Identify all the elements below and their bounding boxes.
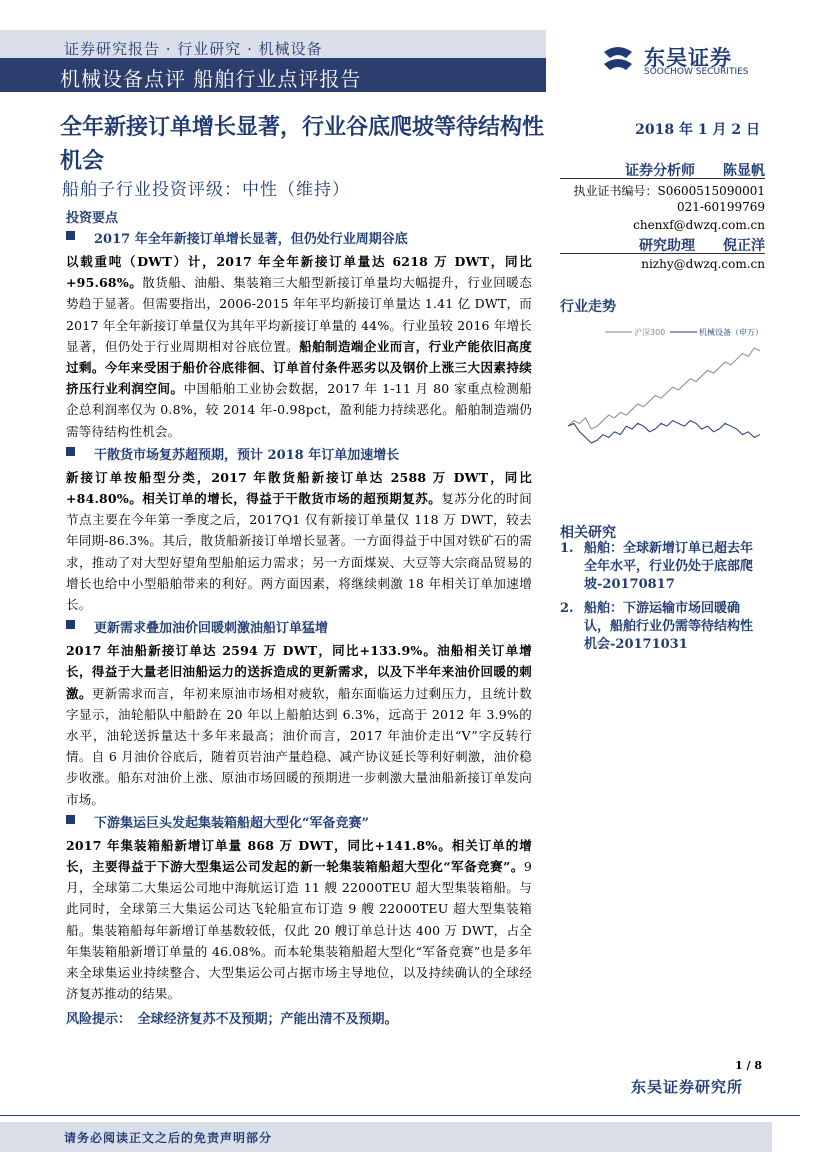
related-item-text: 船舶：下游运输市场回暖确认，船舶行业仍需等待结构性机会-20171031: [584, 601, 754, 652]
related-item[interactable]: [560, 600, 765, 654]
series-line-1: [568, 348, 760, 429]
section-title: 投资要点: [66, 211, 119, 226]
paragraph: 2017 年油船新接订单达 2594 万 DWT，同比+133.9%。油船相关订单增长，得益于大量老旧油船运力的送拆造成的更新需求，以及下半年来油价回暖的刺激。更新需求而言，年初来原油市场相对疲软，船东面临运力过剩压力，且统计数字显示，油轮船队中船龄在 20 年以上船舶达到 6.3%，远高于 2012 年 3.9%的水平，油轮送拆量达十多年来最高；油价而言，2017 年油价走出“V”字反转行情。自 6 月油价谷底后，随着页岩油产量趋稳、减产协议延长等利好刺激，油价稳步收涨。船东对油价上涨、原油市场回暖的预期进一步刺激大量油船新接订单发向市场。: [66, 643, 532, 807]
investment-rating: 船舶子行业投资评级：中性（维持）: [62, 180, 350, 200]
bullet-heading: 下游集运巨头发起集装箱船超大型化“军备竞赛”: [66, 812, 532, 831]
series-line-2: [568, 421, 760, 443]
page-number: 1 / 8: [735, 1059, 762, 1072]
analyst-email[interactable]: chenxf@dwzq.com.cn: [633, 218, 765, 232]
related-item-number: 2.: [560, 601, 574, 616]
report-type-banner: 机械设备点评 船舶行业点评报告: [0, 58, 546, 92]
logo-mark-icon: [600, 42, 636, 78]
report-date: 2018 年 1 月 2 日: [635, 122, 760, 138]
disclaimer-notice[interactable]: 请务必阅读正文之后的免责声明部分: [0, 1122, 772, 1152]
logo: [600, 40, 780, 80]
analyst-name: 证券分析师 陈显帆: [625, 163, 765, 179]
footer-divider: [0, 1115, 800, 1116]
square-bullet-icon: [66, 231, 75, 240]
paragraph: 2017 年集装箱船新增订单量 868 万 DWT，同比+141.8%。相关订单的增长，主要得益于下游大型集运公司发起的新一轮集装箱船超大型化“军备竞赛”。9 月，全球第二大集运公司地中海航运订造 11 艘 22000TEU 超大型集装箱船。与此同时，全球第三大集运公司达飞轮船宣布订造 9 艘 22000TEU 超大型集装箱船。集装箱船每年新增订单基数较低，仅此 20 艘订单总计达 400 万 DWT，占全年集装箱船新增订单量的 46.08%。而本轮集装箱船超大型化“军备竞赛”也是多年来全球集运业持续整合、大型集运公司占据市场主导地位，以及持续确认的全球经济复苏推动的结果。: [66, 837, 532, 1002]
square-bullet-icon: [66, 620, 75, 629]
related-research-list: [560, 540, 765, 660]
risk-warning: 风险提示： 全球经济复苏不及预期；产能出清不及预期。: [66, 1011, 398, 1027]
bullet-heading: 干散货市场复苏超预期，预计 2018 年订单加速增长: [66, 444, 532, 463]
legend-series-2: 机械设备（申万）: [699, 328, 763, 337]
assistant-email[interactable]: nizhy@dwzq.com.cn: [641, 257, 765, 271]
divider: [560, 178, 765, 179]
logo-english: SOOCHOW SECURITIES: [644, 67, 749, 77]
square-bullet-icon: [66, 815, 75, 824]
analyst-phone: 021-60199769: [676, 200, 765, 214]
trend-chart: [560, 318, 765, 468]
logo-name: 东吴证券: [644, 46, 732, 70]
header-band: [0, 30, 546, 92]
bullet-heading: 2017 年全年新接订单增长显著，但仍处行业周期谷底: [66, 228, 532, 247]
related-item[interactable]: [560, 540, 765, 594]
related-research-title: 相关研究: [560, 525, 616, 541]
analyst-certificate: 执业证书编号：S0600515090001: [573, 184, 765, 198]
main-content: [66, 207, 532, 1027]
divider: [560, 253, 765, 254]
assistant-name: 研究助理 倪正洋: [639, 238, 765, 254]
related-item-number: 1.: [560, 541, 574, 556]
bullet-heading: 更新需求叠加油价回暖刺激油船订单猛增: [66, 617, 532, 636]
institute-name: 东吴证券研究所: [631, 1078, 744, 1096]
trend-title: 行业走势: [560, 299, 616, 315]
square-bullet-icon: [66, 447, 75, 456]
related-item-text: 船舶：全球新增订单已超去年全年水平，行业仍处于底部爬坡-20170817: [584, 541, 754, 592]
report-title: 全年新接订单增长显著，行业谷底爬坡等待结构性机会: [60, 114, 545, 174]
paragraph: 以载重吨（DWT）计，2017 年全年新接订单量达 6218 万 DWT，同比+95.68%。散货船、油船、集装箱三大船型新接订单量均大幅提升，行业回暖态势趋于显著。但需要指出，2006-2015 年年平均新接订单量达 1.41 亿 DWT，而 2017 年全年新接订单量仅为其年平均新接订单量的 44%。行业虽较 2016 年增长显著，但仍处于行业周期相对谷底位置。船舶制造端企业而言，行业产能依旧高度过剩。今年来受困于船价谷底徘徊、订单首付条件恶劣以及钢价上涨三大因素持续挤压行业利润空间。中国船舶工业协会数据，2017 年 1-11 月 80 家重点检测船企总利润率仅为 0.8%，较 2014 年-0.98pct，盈利能力持续恶化。船舶制造端仍需等待结构性机会。: [66, 254, 532, 439]
legend-series-1: 沪深300: [634, 328, 666, 337]
paragraph: 新接订单按船型分类，2017 年散货船新接订单达 2588 万 DWT，同比+84.80%。相关订单的增长，得益于干散货市场的超预期复苏。复苏分化的时间节点主要在今年第一季度之后，2017Q1 仅有新接订单量仅 118 万 DWT，较去年同期-86.3%。其后，散货船新接订单增长显著。一方面得益于中国对铁矿石的需求，推动了对大型好望角型船舶运力需求；另一方面煤炭、大豆等大宗商品贸易的增长也给中小型船舶带来的利好。两方面因素，将继续刺激 18 年相关订单加速增长。: [66, 469, 532, 613]
breadcrumb: 证券研究报告 · 行业研究 · 机械设备: [0, 30, 546, 58]
